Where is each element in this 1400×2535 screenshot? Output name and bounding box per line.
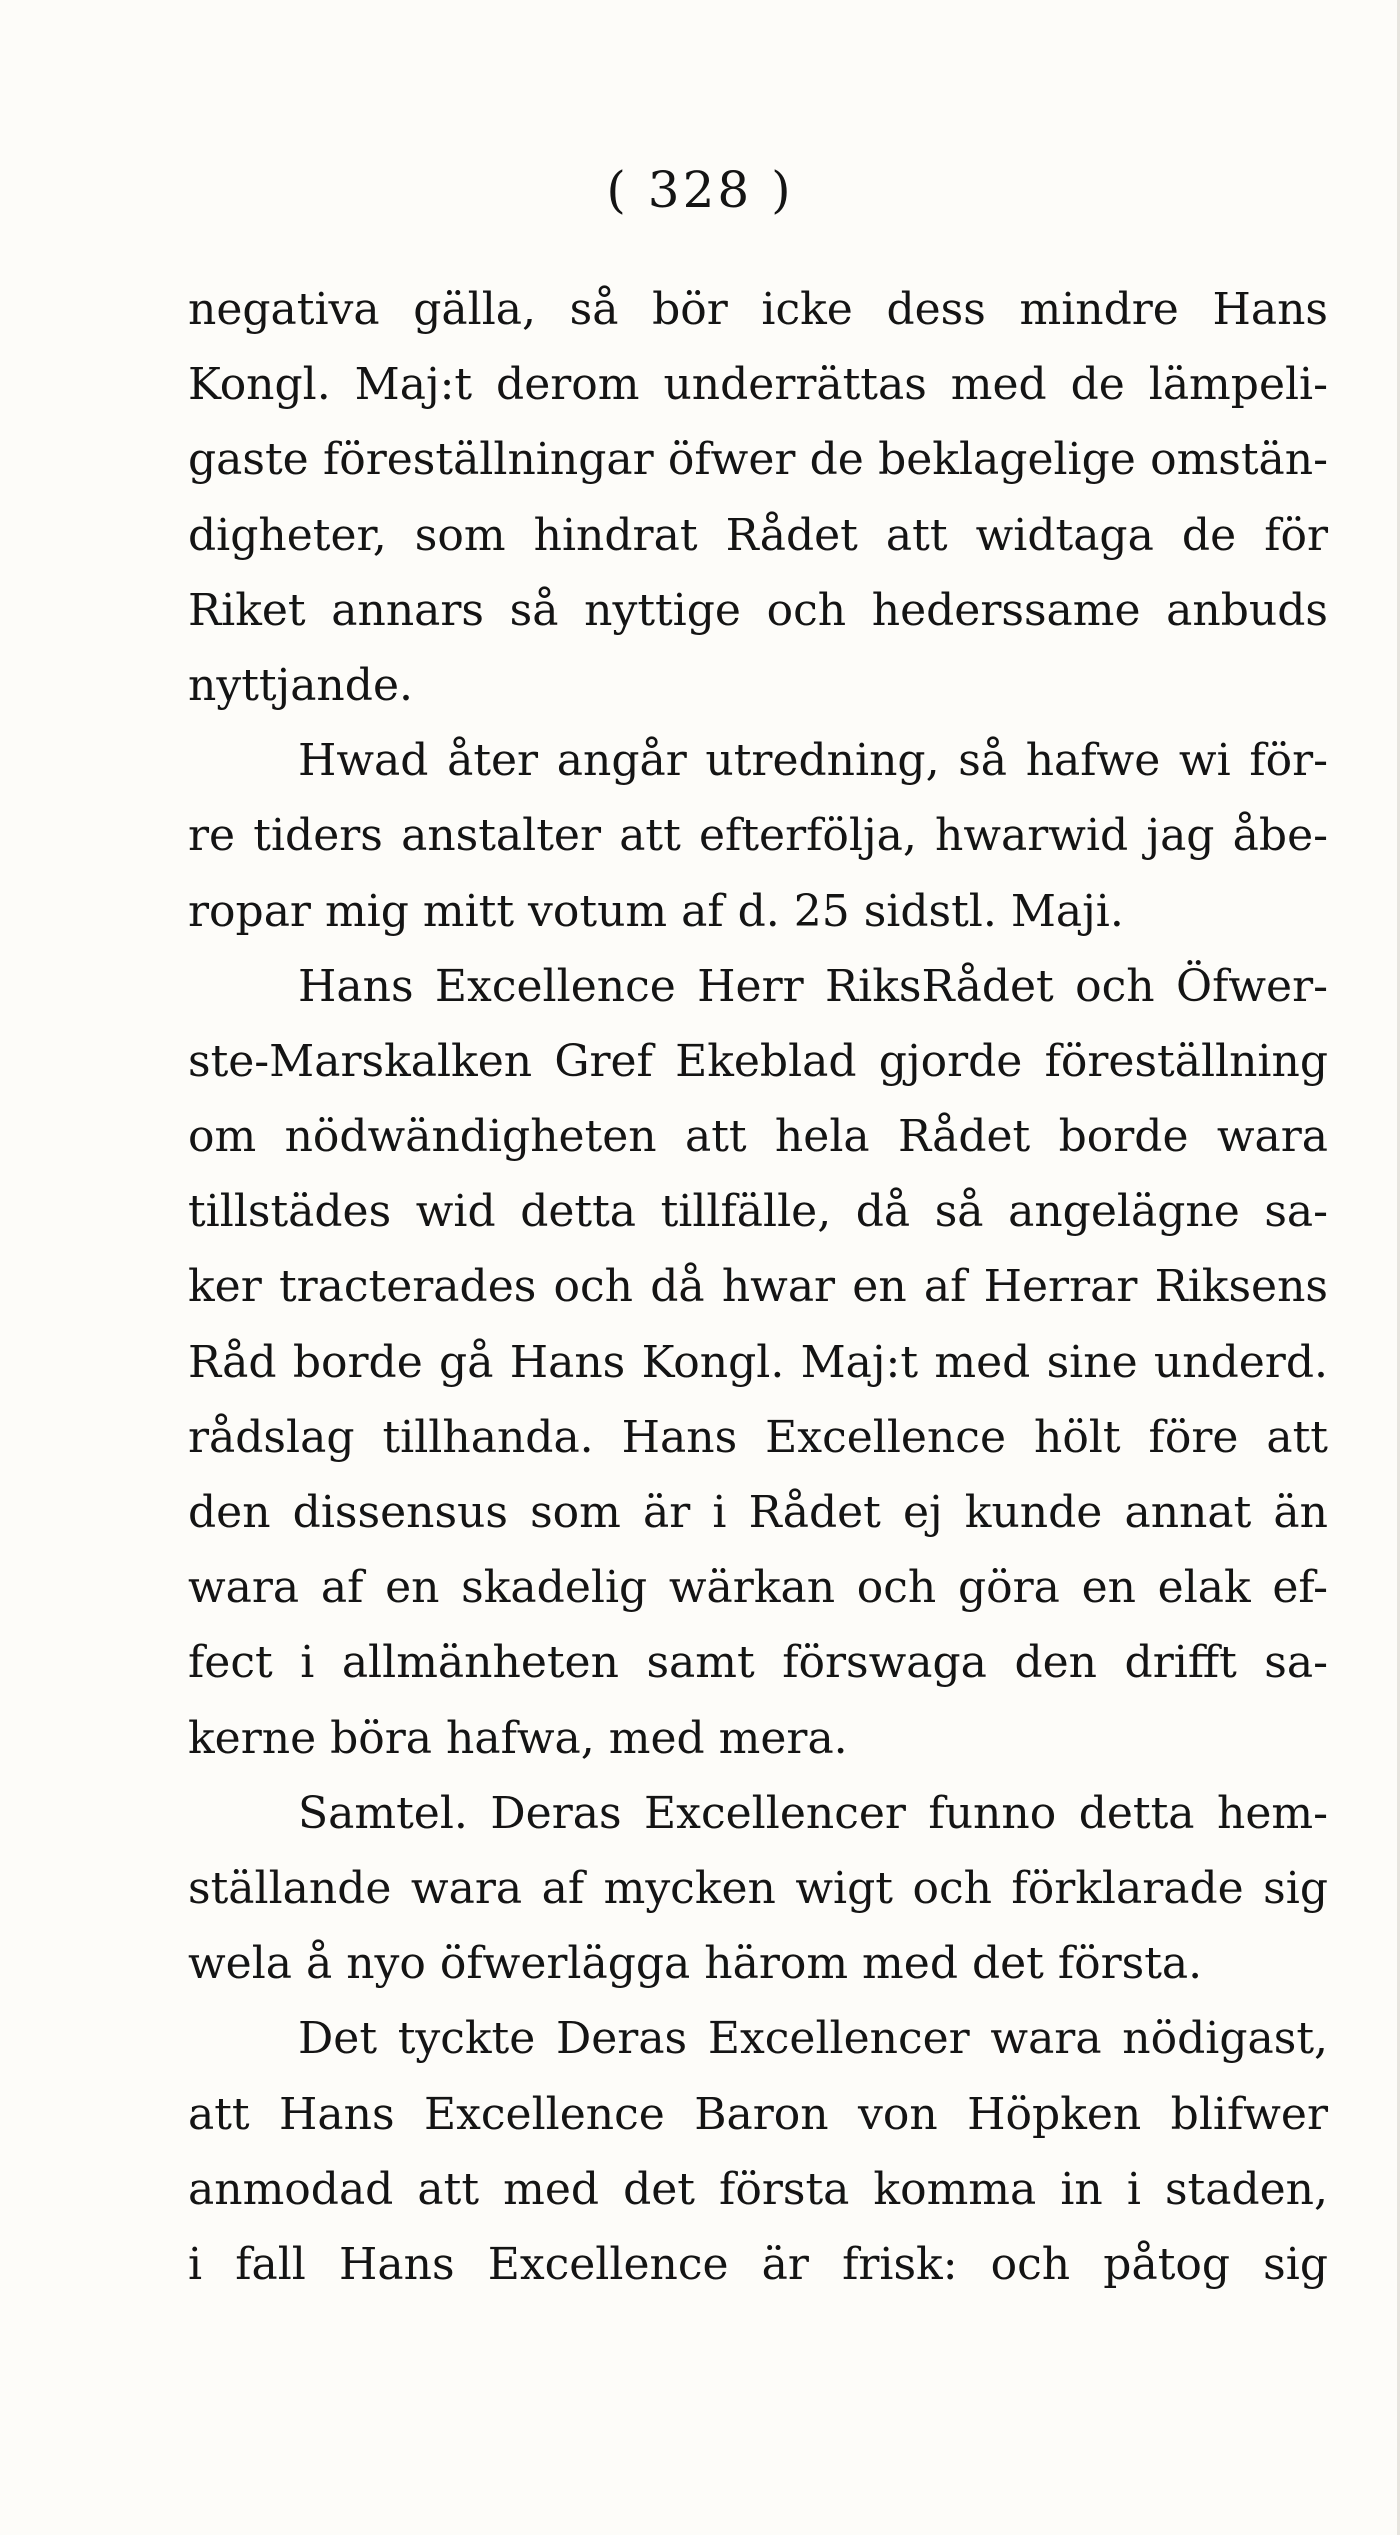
text-line: om nödwändigheten att hela Rådet borde wara <box>188 1111 1328 1163</box>
text-line: wara af en skadelig wärkan och göra en elak ef- <box>188 1562 1328 1614</box>
text-line: Råd borde gå Hans Kongl. Maj:t med sine underd. <box>188 1336 1328 1388</box>
text-line: fect i allmänheten samt förswaga den drifft sa- <box>188 1637 1328 1689</box>
text-line: Det tyckte Deras Excellencer wara nödigast, <box>298 2013 1328 2065</box>
text-line: nyttjande. <box>188 659 413 711</box>
text-line: gaste föreställningar öfwer de beklagelige omstän- <box>188 434 1328 486</box>
text-line: ställande wara af mycken wigt och förklarade sig <box>188 1862 1328 1914</box>
text-line: att Hans Excellence Baron von Höpken blifwer <box>188 2088 1328 2140</box>
text-line: Samtel. Deras Excellencer funno detta hem- <box>298 1787 1328 1839</box>
text-line: Hwad åter angår utredning, så hafwe wi för- <box>298 735 1328 787</box>
text-line: negativa gälla, så bör icke dess mindre Hans <box>188 284 1328 335</box>
body-text <box>188 272 1328 2302</box>
text-line: anmodad att med det första komma in i staden, <box>188 2163 1328 2215</box>
text-line: ker tracterades och då hwar en af Herrar Riksens <box>188 1261 1328 1313</box>
text-line: ropar mig mitt votum af d. 25 sidstl. Maji. <box>188 885 1124 937</box>
text-line: i fall Hans Excellence är frisk: och påtog sig <box>188 2238 1328 2290</box>
text-line: tillstädes wid detta tillfälle, då så angelägne sa- <box>188 1186 1328 1238</box>
text-line: den dissensus som är i Rådet ej kunde annat än <box>188 1487 1328 1538</box>
text-line: rådslag tillhanda. Hans Excellence hölt före att <box>188 1411 1328 1463</box>
text-line: wela å nyo öfwerlägga härom med det första. <box>188 1938 1203 1990</box>
text-line: digheter, som hindrat Rådet att widtaga de för <box>188 509 1328 561</box>
text-line: kerne böra hafwa, med mera. <box>188 1712 848 1764</box>
text-line: Kongl. Maj:t derom underrättas med de lämpeli- <box>188 359 1328 411</box>
text-line: Riket annars så nyttige och hederssame anbuds <box>188 584 1328 636</box>
text-line: Hans Excellence Herr RiksRådet och Öfwer- <box>298 960 1328 1012</box>
page-number: ( 328 ) <box>606 161 794 219</box>
text-line: ste-Marskalken Gref Ekeblad gjorde föreställning <box>188 1035 1328 1087</box>
text-line: re tiders anstalter att efterfölja, hwarwid jag åbe- <box>188 810 1328 862</box>
